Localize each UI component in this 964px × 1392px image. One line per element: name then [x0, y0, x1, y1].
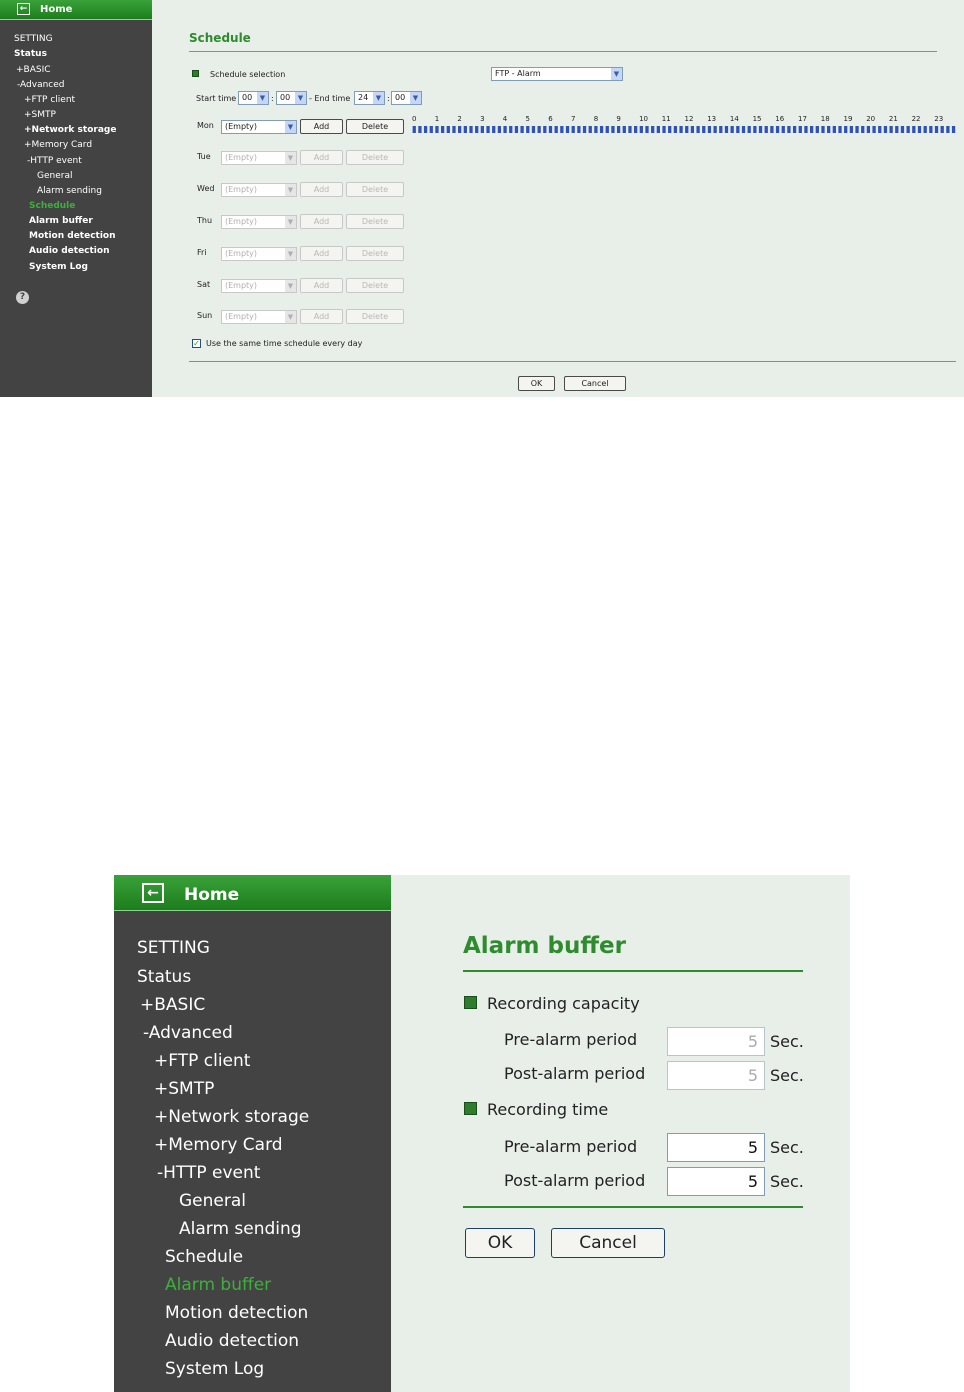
- start-minute-value: 00: [280, 93, 291, 102]
- timeline-slot: [617, 126, 620, 133]
- end-hour-value: 24: [358, 93, 369, 102]
- timeline-slot: [878, 126, 881, 133]
- hour-tick-label: 15: [752, 115, 762, 123]
- timeline-slot: [418, 126, 421, 133]
- timeline-slot: [912, 126, 915, 133]
- time-pre-alarm-input[interactable]: 5: [667, 1133, 765, 1162]
- help-icon[interactable]: ?: [16, 291, 29, 304]
- timeline-slot: [810, 126, 813, 133]
- timeline-slot: [458, 126, 461, 133]
- bottom-divider: [463, 1206, 803, 1208]
- timeline-slot: [424, 126, 427, 133]
- timeline-slot: [776, 126, 779, 133]
- timeline-slot: [566, 126, 569, 133]
- back-arrow-icon: ←: [17, 3, 30, 15]
- sidebar-item-smtp[interactable]: +SMTP: [154, 1079, 215, 1099]
- hour-tick-label: 18: [820, 115, 830, 123]
- hour-tick-label: 0: [412, 115, 417, 123]
- schedule-panel: [152, 0, 964, 397]
- timeline-slot: [589, 126, 592, 133]
- home-label: Home: [184, 885, 240, 905]
- day-schedule-value: (Empty): [225, 185, 258, 194]
- delete-button[interactable]: Delete: [346, 119, 404, 134]
- timeline-slot: [855, 126, 858, 133]
- start-hour-value: 00: [242, 93, 253, 102]
- time-pre-alarm-label: Pre-alarm period: [504, 1137, 638, 1156]
- timeline-slot: [804, 126, 807, 133]
- chevron-down-icon: ▼: [285, 248, 296, 260]
- hour-tick-label: 23: [934, 115, 944, 123]
- chevron-down-icon: ▼: [295, 92, 306, 104]
- sidebar: [114, 875, 391, 1392]
- sidebar-item-memory-card[interactable]: +Memory Card: [154, 1135, 283, 1155]
- timeline-slot: [600, 126, 603, 133]
- timeline-slot: [657, 126, 660, 133]
- timeline-slot: [833, 126, 836, 133]
- end-time-label: - End time: [309, 94, 351, 103]
- chevron-down-icon: ▼: [285, 280, 296, 292]
- day-schedule-select: [221, 215, 297, 229]
- timeline-slot: [628, 126, 631, 133]
- day-label: Sun: [197, 311, 213, 320]
- hour-tick-label: 20: [866, 115, 876, 123]
- time-post-alarm-label: Post-alarm period: [504, 1171, 646, 1190]
- cancel-button[interactable]: Cancel: [564, 376, 626, 391]
- timeline-slot: [447, 126, 450, 133]
- section-bullet-icon: [464, 996, 477, 1009]
- day-label: Thu: [197, 216, 213, 225]
- schedule-selection-value: FTP - Alarm: [495, 69, 541, 78]
- timeline-slot: [651, 126, 654, 133]
- timeline-slot: [691, 126, 694, 133]
- timeline-slot: [696, 126, 699, 133]
- day-schedule-select: [221, 183, 297, 197]
- sidebar-item-audio-detection[interactable]: Audio detection: [29, 246, 110, 256]
- home-link[interactable]: [114, 875, 391, 911]
- alarm-buffer-screenshot: [114, 875, 850, 1392]
- start-hour-select[interactable]: [238, 91, 269, 105]
- timeline-slot: [782, 126, 785, 133]
- timeline-bar: [412, 126, 957, 133]
- timeline-slot: [850, 126, 853, 133]
- end-minute-value: 00: [395, 93, 406, 102]
- timeline-slot: [464, 126, 467, 133]
- timeline-slot: [713, 126, 716, 133]
- delete-button: Delete: [346, 309, 404, 324]
- timeline-slot: [753, 126, 756, 133]
- home-link[interactable]: [0, 0, 152, 20]
- timeline-slot: [549, 126, 552, 133]
- day-schedule-value: (Empty): [225, 312, 258, 321]
- sidebar-item-system-log[interactable]: System Log: [165, 1359, 265, 1379]
- timeline-slot: [486, 126, 489, 133]
- sidebar-item-ftp-client[interactable]: +FTP client: [24, 95, 76, 105]
- hour-tick-label: 2: [457, 115, 462, 123]
- unit-label: Sec.: [770, 1138, 804, 1157]
- hour-tick-label: 10: [639, 115, 649, 123]
- day-schedule-value: (Empty): [225, 249, 258, 258]
- sidebar-item-audio-detection[interactable]: Audio detection: [165, 1331, 300, 1351]
- sidebar-item-basic[interactable]: +BASIC: [140, 995, 206, 1015]
- timeline-slot: [748, 126, 751, 133]
- add-button: Add: [300, 278, 343, 293]
- timeline-slot: [821, 126, 824, 133]
- timeline-slot: [799, 126, 802, 133]
- chevron-down-icon: ▼: [285, 216, 296, 228]
- timeline-slot: [679, 126, 682, 133]
- timeline-slot: [634, 126, 637, 133]
- hour-tick-label: 3: [480, 115, 485, 123]
- hour-tick-label: 11: [661, 115, 671, 123]
- timeline-slot: [560, 126, 563, 133]
- timeline-slot: [952, 126, 955, 133]
- timeline-slot: [503, 126, 506, 133]
- timeline-slot: [640, 126, 643, 133]
- timeline-slot: [725, 126, 728, 133]
- ok-button[interactable]: OK: [465, 1228, 535, 1258]
- sidebar-item-general[interactable]: General: [179, 1191, 246, 1211]
- day-schedule-select: [221, 279, 297, 293]
- ok-button[interactable]: OK: [518, 376, 555, 391]
- timeline-slot: [498, 126, 501, 133]
- section-bullet-icon: [192, 70, 199, 77]
- timeline-slot: [532, 126, 535, 133]
- timeline-slot: [793, 126, 796, 133]
- hour-tick-label: 21: [888, 115, 898, 123]
- timeline-slot: [492, 126, 495, 133]
- schedule-selection-label: Schedule selection: [210, 70, 286, 79]
- sidebar-item-advanced[interactable]: -Advanced: [17, 80, 65, 90]
- timeline-slot: [702, 126, 705, 133]
- timeline-slot: [520, 126, 523, 133]
- sidebar-item-system-log[interactable]: System Log: [29, 262, 88, 272]
- hour-tick-label: 12: [684, 115, 694, 123]
- timeline-slot: [731, 126, 734, 133]
- recording-time-label: Recording time: [487, 1100, 609, 1119]
- timeline-slot: [583, 126, 586, 133]
- day-label: Sat: [197, 280, 211, 289]
- home-label: Home: [40, 4, 73, 15]
- day-label: Wed: [197, 184, 215, 193]
- hour-tick-label: 6: [548, 115, 553, 123]
- timeline-slot: [481, 126, 484, 133]
- sidebar-item-alarm-sending[interactable]: Alarm sending: [179, 1219, 302, 1239]
- unit-label: Sec.: [770, 1032, 804, 1051]
- hour-tick-label: 8: [593, 115, 599, 123]
- timeline-slot: [844, 126, 847, 133]
- capacity-post-alarm-field: 5: [667, 1061, 765, 1090]
- title-divider: [189, 51, 937, 52]
- sidebar-item-motion-detection[interactable]: Motion detection: [165, 1303, 309, 1323]
- back-arrow-icon: ←: [142, 883, 164, 903]
- day-label: Fri: [197, 248, 207, 257]
- chevron-down-icon: ▼: [257, 92, 268, 104]
- timeline-slot: [526, 126, 529, 133]
- unit-label: Sec.: [770, 1172, 804, 1191]
- hour-tick-label: 5: [525, 115, 530, 123]
- timeline-slot: [929, 126, 932, 133]
- cancel-button[interactable]: Cancel: [551, 1228, 665, 1258]
- timeline-slot: [662, 126, 665, 133]
- chevron-down-icon: ▼: [285, 121, 296, 133]
- timeline-slot: [946, 126, 949, 133]
- timeline-slot: [577, 126, 580, 133]
- day-schedule-select[interactable]: [221, 120, 297, 134]
- schedule-selection-select[interactable]: [491, 67, 623, 81]
- capacity-pre-alarm-label: Pre-alarm period: [504, 1030, 638, 1049]
- hour-tick-label: 13: [707, 115, 717, 123]
- sidebar-item-http-event[interactable]: -HTTP event: [27, 156, 82, 166]
- sidebar-item-status[interactable]: Status: [14, 49, 47, 59]
- timeline-slot: [770, 126, 773, 133]
- unit-label: Sec.: [770, 1066, 804, 1085]
- timeline-slot: [594, 126, 597, 133]
- timeline-slot: [765, 126, 768, 133]
- timeline-slot: [759, 126, 762, 133]
- timeline-slot: [867, 126, 870, 133]
- day-schedule-value: (Empty): [225, 153, 258, 162]
- timeline-slot: [430, 126, 433, 133]
- same-schedule-label: Use the same time schedule every day: [206, 339, 363, 348]
- timeline-slot: [719, 126, 722, 133]
- timeline-slot: [895, 126, 898, 133]
- end-hour-select[interactable]: [354, 91, 385, 105]
- delete-button: Delete: [346, 182, 404, 197]
- day-schedule-select: [221, 310, 297, 324]
- timeline-slot: [742, 126, 745, 133]
- timeline-slot: [441, 126, 444, 133]
- day-schedule-value: (Empty): [225, 217, 258, 226]
- timeline-slot: [941, 126, 944, 133]
- delete-button: Delete: [346, 214, 404, 229]
- same-schedule-checkbox[interactable]: ✓: [193, 339, 200, 348]
- hour-tick-label: 22: [911, 115, 921, 123]
- timeline-slot: [435, 126, 438, 133]
- timeline-slot: [685, 126, 688, 133]
- timeline-slot: [452, 126, 455, 133]
- hour-tick-label: 17: [798, 115, 807, 123]
- timeline-slot: [572, 126, 575, 133]
- recording-capacity-label: Recording capacity: [487, 994, 640, 1013]
- bottom-divider: [189, 361, 956, 362]
- timeline-slot: [611, 126, 614, 133]
- timeline-slot: [838, 126, 841, 133]
- day-schedule-value: (Empty): [225, 122, 258, 131]
- start-minute-select[interactable]: [276, 91, 307, 105]
- sidebar-item-advanced[interactable]: -Advanced: [143, 1023, 233, 1043]
- timeline-slot: [515, 126, 518, 133]
- timeline-slot: [645, 126, 648, 133]
- page-title: Schedule: [189, 31, 251, 45]
- time-separator: :: [387, 94, 390, 103]
- timeline-slot: [543, 126, 546, 133]
- timeline-slot: [606, 126, 609, 133]
- chevron-down-icon: ▼: [285, 184, 296, 196]
- timeline-slot: [884, 126, 887, 133]
- timeline-slot: [901, 126, 904, 133]
- timeline-slot: [816, 126, 819, 133]
- hour-tick-label: 9: [616, 115, 621, 123]
- sidebar-item-ftp-client[interactable]: +FTP client: [154, 1051, 251, 1071]
- add-button[interactable]: Add: [300, 119, 343, 134]
- sidebar-item-status[interactable]: Status: [137, 967, 192, 987]
- hour-tick-label: 19: [843, 115, 853, 123]
- sidebar-item-basic[interactable]: +BASIC: [16, 65, 51, 75]
- sidebar-item-alarm-sending[interactable]: Alarm sending: [37, 186, 102, 196]
- alarm-buffer-panel: [391, 875, 850, 1392]
- sidebar-item-smtp[interactable]: +SMTP: [24, 110, 56, 120]
- delete-button: Delete: [346, 278, 404, 293]
- day-schedule-select: [221, 151, 297, 165]
- timeline-slot: [907, 126, 910, 133]
- day-schedule-select: [221, 247, 297, 261]
- hour-tick-label: 4: [502, 115, 508, 123]
- sidebar-item-motion-detection[interactable]: Motion detection: [29, 231, 116, 241]
- schedule-screenshot: [0, 0, 964, 397]
- sidebar-item-network-storage[interactable]: +Network storage: [154, 1107, 310, 1127]
- timeline-slot: [538, 126, 541, 133]
- timeline-slot: [555, 126, 558, 133]
- add-button: Add: [300, 182, 343, 197]
- timeline-slot: [861, 126, 864, 133]
- hour-tick-label: 1: [434, 115, 440, 123]
- add-button: Add: [300, 214, 343, 229]
- chevron-down-icon: ▼: [611, 68, 622, 80]
- add-button: Add: [300, 246, 343, 261]
- day-label: Tue: [197, 152, 211, 161]
- timeline-slot: [623, 126, 626, 133]
- timeline-slot: [708, 126, 711, 133]
- hour-tick-label: 14: [729, 115, 739, 123]
- chevron-down-icon: ▼: [285, 152, 296, 164]
- timeline-slot: [935, 126, 938, 133]
- sidebar-item-setting: SETTING: [137, 938, 210, 958]
- sidebar-item-memory-card[interactable]: +Memory Card: [24, 140, 93, 150]
- title-divider: [463, 970, 803, 972]
- section-bullet-icon: [464, 1102, 477, 1115]
- hour-tick-label: 7: [571, 115, 576, 123]
- capacity-pre-alarm-field: 5: [667, 1027, 765, 1056]
- timeline-slot: [827, 126, 830, 133]
- timeline-slot: [736, 126, 739, 133]
- sidebar-item-alarm-buffer[interactable]: Alarm buffer: [165, 1275, 272, 1295]
- sidebar-item-http-event[interactable]: -HTTP event: [157, 1163, 261, 1183]
- timeline-slot: [924, 126, 927, 133]
- timeline-slot: [674, 126, 677, 133]
- timeline-slot: [889, 126, 892, 133]
- sidebar-item-alarm-buffer[interactable]: Alarm buffer: [29, 216, 93, 226]
- timeline-slot: [872, 126, 875, 133]
- sidebar-item-schedule[interactable]: Schedule: [29, 201, 76, 211]
- day-label: Mon: [197, 121, 214, 130]
- add-button: Add: [300, 309, 343, 324]
- capacity-post-alarm-label: Post-alarm period: [504, 1064, 646, 1083]
- sidebar-item-setting: SETTING: [14, 34, 53, 44]
- sidebar-item-schedule[interactable]: Schedule: [165, 1247, 244, 1267]
- timeline-slot: [918, 126, 921, 133]
- chevron-down-icon: ▼: [373, 92, 384, 104]
- start-time-label: Start time: [196, 94, 237, 103]
- timeline-slot: [787, 126, 790, 133]
- time-separator: :: [271, 94, 274, 103]
- chevron-down-icon: ▼: [285, 311, 296, 323]
- hour-tick-label: 16: [775, 115, 785, 123]
- timeline-slot: [475, 126, 478, 133]
- end-minute-select[interactable]: [391, 91, 422, 105]
- sidebar-item-network-storage[interactable]: +Network storage: [24, 125, 117, 135]
- timeline-slot: [469, 126, 472, 133]
- sidebar: [0, 0, 152, 397]
- sidebar-item-general[interactable]: General: [37, 171, 73, 181]
- timeline-slot: [413, 126, 416, 133]
- chevron-down-icon: ▼: [410, 92, 421, 104]
- timeline-slot: [668, 126, 671, 133]
- time-post-alarm-input[interactable]: 5: [667, 1167, 765, 1196]
- timeline-slot: [509, 126, 512, 133]
- page-title: Alarm buffer: [463, 933, 626, 959]
- delete-button: Delete: [346, 246, 404, 261]
- delete-button: Delete: [346, 150, 404, 165]
- day-schedule-value: (Empty): [225, 281, 258, 290]
- add-button: Add: [300, 150, 343, 165]
